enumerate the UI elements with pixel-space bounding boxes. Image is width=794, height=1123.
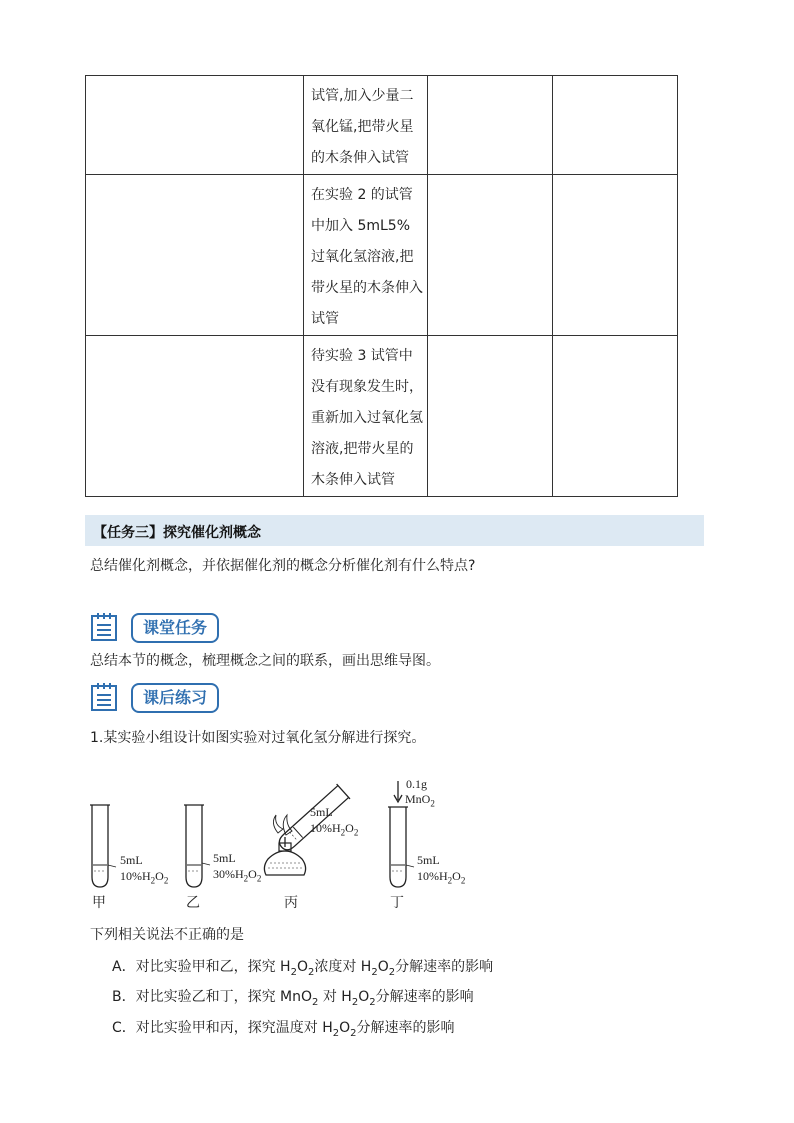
tube-bing-name: 丙 <box>284 895 298 911</box>
experiment-drawing <box>80 755 500 915</box>
table-cell <box>304 175 428 336</box>
tube-ding-added-reagent: MnO$_2$ <box>405 792 435 809</box>
tube-jia-concentration: $10\%H_2O_2$ <box>120 869 169 886</box>
table-cell <box>428 175 553 336</box>
option-b[interactable]: B．对比实验乙和丁，探究 MnO$_2$ 对 $H_2O_2$分解速率的影响 <box>112 989 474 1008</box>
table-row <box>86 336 678 497</box>
homework-label: 课后练习 <box>131 683 219 713</box>
procedure-text: 待实验 3 试管中没有现象发生时，重新加入过氧化氢溶液,把带火星的木条伸入试管 <box>311 348 423 488</box>
tube-ding-concentration: $10\%H_2O_2$ <box>417 869 466 886</box>
option-a[interactable]: A．对比实验甲和乙，探究 $H_2O_2$浓度对 $H_2O_2$分解速率的影响 <box>112 959 494 978</box>
table-cell <box>86 76 304 175</box>
tube-yi-name: 乙 <box>186 895 200 911</box>
classroom-task-text: 总结本节的概念，梳理概念之间的联系，画出思维导图。 <box>90 653 440 669</box>
notebook-icon <box>90 682 118 712</box>
table-row <box>86 76 678 175</box>
classroom-task-label: 课堂任务 <box>131 613 219 643</box>
table-cell <box>553 76 678 175</box>
test-tube-jia <box>90 805 116 887</box>
tube-jia-volume: 5mL <box>120 853 143 867</box>
table-cell <box>304 336 428 497</box>
option-c[interactable]: C．对比实验甲和丙，探究温度对 $H_2O_2$分解速率的影响 <box>112 1020 455 1039</box>
question-stem: 下列相关说法不正确的是 <box>90 927 244 943</box>
procedure-text: 试管,加入少量二氧化锰,把带火星的木条伸入试管 <box>311 88 414 166</box>
table-cell <box>553 336 678 497</box>
task-three-header <box>85 515 704 546</box>
tube-bing-volume: 5mL <box>310 805 333 819</box>
table-row <box>86 175 678 336</box>
table-cell <box>428 336 553 497</box>
task-three-question: 总结催化剂概念，并依据催化剂的概念分析催化剂有什么特点? <box>90 558 476 574</box>
experiment-figure <box>80 755 500 915</box>
tube-jia-name: 甲 <box>92 895 106 911</box>
homework-question-1: 1.某实验小组设计如图实验对过氧化氢分解进行探究。 <box>90 730 426 746</box>
tube-ding-name: 丁 <box>390 895 404 911</box>
table-cell <box>553 175 678 336</box>
table-cell <box>304 76 428 175</box>
test-tube-yi <box>184 805 210 887</box>
experiment-table <box>85 75 678 497</box>
tube-yi-concentration: $30\%H_2O_2$ <box>213 867 262 884</box>
table-cell <box>86 336 304 497</box>
table-cell <box>86 175 304 336</box>
notebook-icon <box>90 612 118 642</box>
tube-ding-volume: 5mL <box>417 853 440 867</box>
tube-yi-volume: 5mL <box>213 851 236 865</box>
table-cell <box>428 76 553 175</box>
tube-ding-added-mass: 0.1g <box>406 777 427 791</box>
task-three-title: 【任务三】探究催化剂概念 <box>93 525 261 541</box>
tube-bing-concentration: $10\%H_2O_2$ <box>310 821 359 838</box>
procedure-text: 在实验 2 的试管中加入 5mL5%过氧化氢溶液,把带火星的木条伸入试管 <box>311 187 423 327</box>
